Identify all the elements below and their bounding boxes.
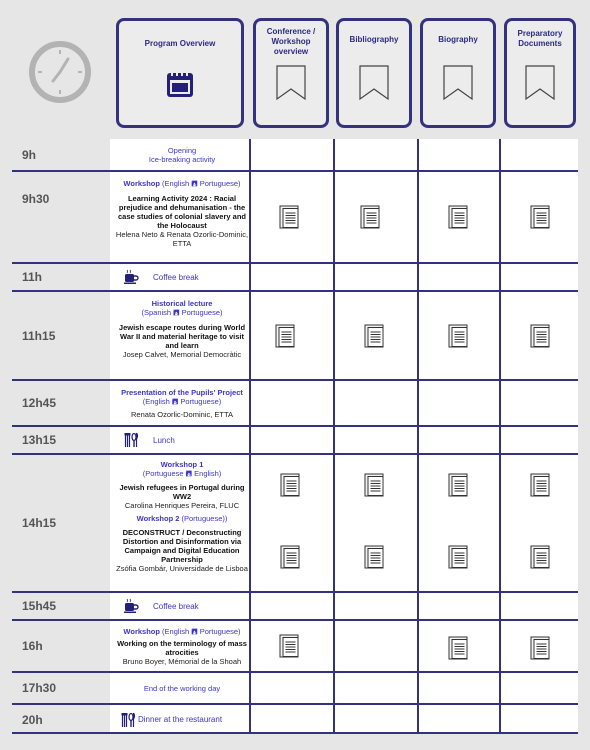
language-tag: (English 🖪 Portuguese): [142, 396, 222, 406]
coffee-break-label: Coffee break: [153, 272, 199, 282]
row-divider: [12, 703, 578, 705]
schedule-row-9h30: [12, 172, 578, 262]
conference-overview-card[interactable]: [253, 18, 329, 128]
schedule-row-11h15: [12, 292, 578, 379]
row-divider: [12, 671, 578, 673]
session-description: [113, 292, 251, 379]
row-divider: [12, 591, 578, 593]
row-divider: [12, 170, 578, 172]
document-icon[interactable]: [530, 545, 550, 569]
session-description: [113, 172, 251, 262]
session-description: [113, 455, 251, 591]
column-divider: [333, 139, 335, 734]
row-divider: [12, 732, 578, 734]
time-label: 17h30: [22, 681, 57, 695]
preparatory-documents-label: Preparatory Documents: [517, 29, 563, 48]
biography-card[interactable]: [420, 18, 496, 128]
document-icon[interactable]: [280, 545, 300, 569]
session-speakers: Josep Calvet, Memorial Democràtic: [122, 350, 242, 359]
workshop-1-title: Jewish refugees in Portugal during WW2: [119, 483, 245, 501]
document-icon[interactable]: [275, 324, 295, 348]
row-divider: [12, 290, 578, 292]
language-tag: (English 🖪 Portuguese): [162, 626, 241, 636]
document-icon[interactable]: [360, 205, 380, 229]
workshop-2-speakers: Zsófia Gombár, Universidade de Lisboa: [116, 564, 248, 573]
calendar-icon: [165, 69, 195, 99]
language-tag: (Spanish 🖪 Portuguese): [141, 308, 223, 317]
schedule-row-20h: [12, 705, 578, 734]
column-divider: [417, 139, 419, 734]
column-divider: [499, 139, 501, 734]
icebreaking-label: Ice-breaking activity: [148, 154, 216, 164]
document-icon[interactable]: [530, 205, 550, 229]
dinner: [120, 712, 222, 728]
row-divider: [12, 379, 578, 381]
schedule-row-17h30: [12, 673, 578, 703]
biography-label: Biography: [438, 35, 478, 44]
document-icon[interactable]: [448, 324, 468, 348]
coffee-break-label: Coffee break: [153, 601, 199, 611]
schedule-row-11h: [12, 264, 578, 290]
document-icon[interactable]: [530, 324, 550, 348]
schedule-row-12h45: [12, 381, 578, 425]
time-label: 11h: [22, 270, 43, 284]
row-divider: [12, 619, 578, 621]
bibliography-card[interactable]: [336, 18, 412, 128]
preparatory-documents-card[interactable]: [504, 18, 576, 128]
session-description: [113, 139, 251, 170]
document-icon[interactable]: [279, 634, 299, 658]
time-label: 15h45: [22, 599, 57, 613]
time-label: 9h: [22, 147, 37, 162]
program-overview-card[interactable]: [116, 18, 244, 128]
session-speakers: Renata Ozorlic-Dominic, ETTA: [131, 409, 233, 419]
session-type: Historical lecture: [151, 299, 213, 308]
workshop-2-title: DECONSTRUCT / Deconstructing Distortion and Disinformation via Campaign and Digital Education Partnership: [122, 528, 242, 564]
time-label: 9h30: [22, 192, 50, 206]
row-divider: [12, 453, 578, 455]
time-label: 16h: [22, 639, 43, 653]
schedule-table: [12, 139, 578, 734]
schedule-row-16h: [12, 621, 578, 671]
time-label: 14h15: [22, 516, 57, 530]
session-type: Presentation of the Pupils' Project: [121, 387, 243, 397]
coffee-cup-icon: [123, 269, 139, 285]
cutlery-icon: [123, 432, 139, 448]
session-type: Workshop: [123, 626, 160, 636]
column-divider: [249, 139, 251, 734]
session-description: [113, 621, 251, 671]
session-title: Working on the terminology of mass atrocities: [117, 638, 247, 657]
bookmark-icon: [358, 65, 390, 101]
language-tag: (English 🖪 Portuguese): [162, 179, 241, 188]
time-label: 20h: [22, 712, 43, 727]
program-overview-label: Program Overview: [144, 39, 216, 48]
document-icon[interactable]: [364, 545, 384, 569]
row-divider: [12, 425, 578, 427]
time-label: 13h15: [22, 433, 57, 447]
document-icon[interactable]: [530, 473, 550, 497]
session-description: [113, 673, 251, 703]
session-speakers: Helena Neto & Renata Ozorlic-Dominic, ETTA: [115, 230, 249, 248]
session-title: Learning Activity 2024 : Racial prejudice and dehumanisation - the case studies of colonial slavery and the Holocaust: [118, 194, 246, 230]
language-tag: (Portuguese 🖪 English): [142, 469, 222, 478]
end-of-day-label: End of the working day: [143, 683, 221, 693]
document-icon[interactable]: [280, 473, 300, 497]
session-speakers: Bruno Boyer, Mémorial de la Shoah: [122, 656, 242, 666]
time-label: 12h45: [22, 396, 57, 410]
document-icon[interactable]: [364, 473, 384, 497]
cutlery-icon: [120, 712, 136, 728]
document-icon[interactable]: [530, 636, 550, 660]
bookmark-icon: [275, 65, 307, 101]
document-icon[interactable]: [448, 636, 468, 660]
workshop-2-label: Workshop 2: [136, 514, 180, 523]
bookmark-icon: [524, 65, 556, 101]
schedule-row-15h45: [12, 593, 578, 619]
document-icon[interactable]: [448, 473, 468, 497]
row-divider: [12, 262, 578, 264]
conference-overview-label: Conference / Workshop overview: [266, 27, 316, 56]
schedule-row-14h15: [12, 455, 578, 591]
session-title: Jewish escape routes during World War II and material heritage to visit and learn: [118, 323, 246, 350]
coffee-break: [123, 269, 199, 285]
schedule-row-9h: [12, 139, 578, 170]
document-icon[interactable]: [364, 324, 384, 348]
lunch: [123, 432, 175, 448]
workshop-1-speakers: Carolina Henriques Pereira, FLUC: [124, 501, 240, 510]
document-icon[interactable]: [448, 545, 468, 569]
dinner-label: Dinner at the restaurant: [138, 715, 223, 724]
document-icon[interactable]: [279, 205, 299, 229]
opening-label: Opening: [167, 145, 197, 155]
document-icon[interactable]: [448, 205, 468, 229]
clock-icon: [28, 40, 92, 104]
schedule-row-13h15: [12, 427, 578, 453]
session-type: Workshop: [123, 179, 160, 188]
language-tag: (Portuguese)): [181, 514, 228, 523]
workshop-1-label: Workshop 1: [160, 460, 204, 469]
bibliography-label: Bibliography: [349, 35, 399, 44]
lunch-label: Lunch: [153, 435, 175, 445]
bookmark-icon: [442, 65, 474, 101]
session-description: [113, 381, 251, 425]
coffee-cup-icon: [123, 598, 139, 614]
time-label: 11h15: [22, 328, 56, 343]
coffee-break: [123, 598, 199, 614]
